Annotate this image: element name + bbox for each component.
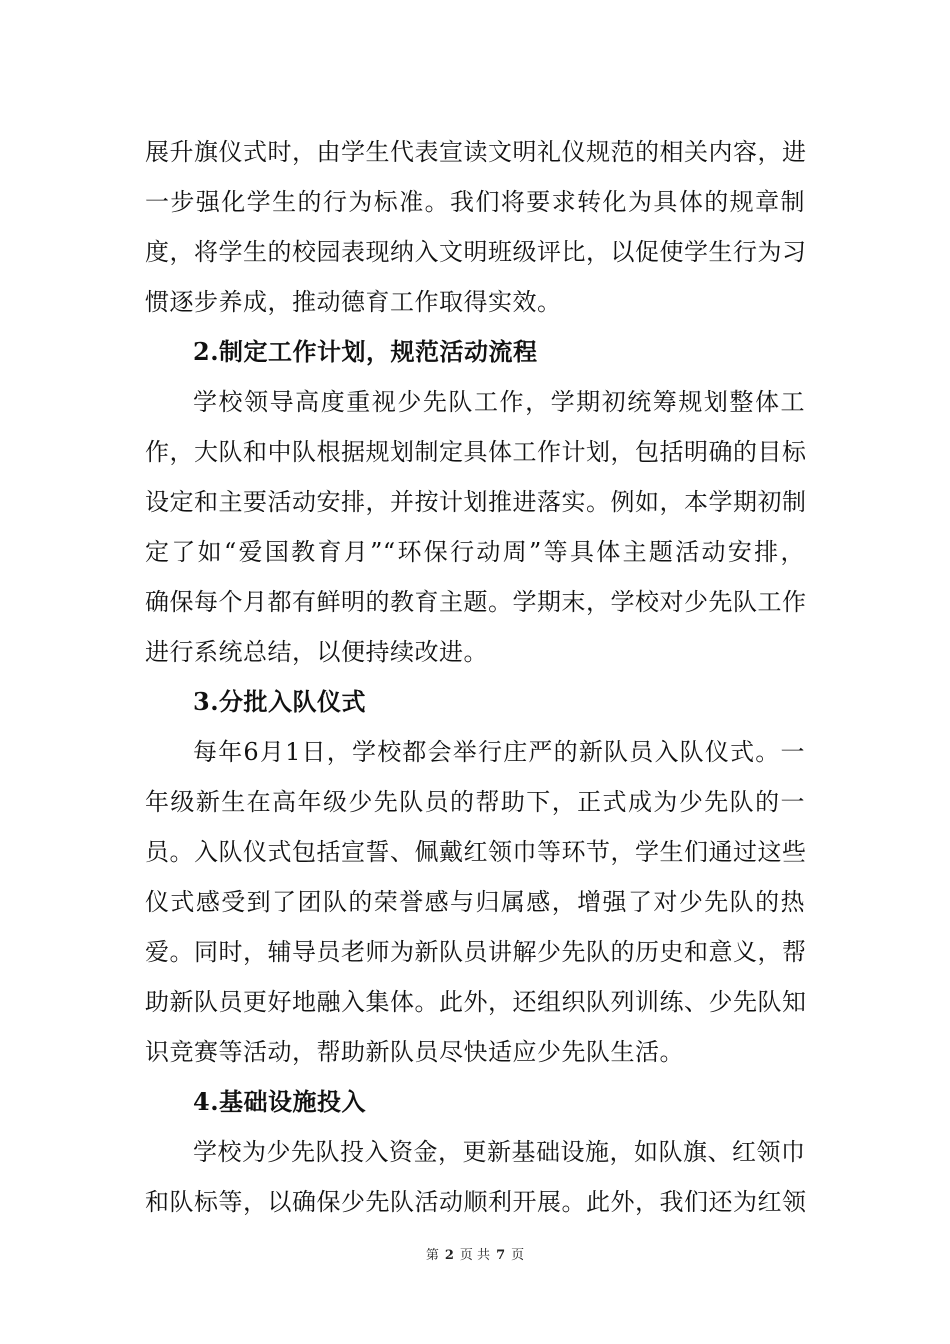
paragraph-3-line-4: 仪式感受到了团队的荣誉感与归属感，增强了对少先队的热	[145, 888, 805, 916]
section-heading-3: 3.分批入队仪式	[193, 687, 367, 716]
paragraph-1-line-3: 度，将学生的校园表现纳入文明班级评比，以促使学生行为习	[145, 238, 807, 266]
paragraph-3-line-6: 助新队员更好地融入集体。此外，还组织队列训练、少先队知	[145, 988, 807, 1016]
paragraph-3-line-3: 员。入队仪式包括宣誓、佩戴红领巾等环节，学生们通过这些	[145, 838, 807, 866]
footer-middle: 页 共	[459, 1248, 491, 1263]
paragraph-2-line-2: 作，大队和中队根据规划制定具体工作计划，包括明确的目标	[145, 438, 807, 466]
page-footer	[0, 1244, 950, 1263]
total-pages-number: 7	[496, 1248, 506, 1263]
section-heading-4: 4.基础设施投入	[193, 1087, 367, 1116]
paragraph-1-line-4: 惯逐步养成，推动德育工作取得实效。	[145, 288, 562, 316]
current-page-number: 2	[444, 1248, 454, 1263]
section-heading-2: 2.制定工作计划，规范活动流程	[193, 337, 538, 366]
paragraph-2-line-6: 进行系统总结，以便持续改进。	[145, 638, 488, 666]
paragraph-3-line-2: 年级新生在高年级少先队员的帮助下，正式成为少先队的一	[145, 788, 805, 816]
paragraph-3-line-5: 爱。同时，辅导员老师为新队员讲解少先队的历史和意义，帮	[145, 938, 807, 966]
paragraph-4-line-1: 学校为少先队投入资金，更新基础设施，如队旗、红领巾	[193, 1138, 806, 1166]
paragraph-2-line-1: 学校领导高度重视少先队工作，学期初统筹规划整体工	[193, 388, 805, 416]
paragraph-2-line-4: 定了如“爱国教育月”“环保行动周”等具体主题活动安排，	[145, 538, 805, 566]
footer-prefix: 第	[425, 1248, 439, 1263]
paragraph-1-line-2: 一步强化学生的行为标准。我们将要求转化为具体的规章制	[145, 188, 805, 216]
paragraph-2-line-5: 确保每个月都有鲜明的教育主题。学期末，学校对少先队工作	[145, 588, 807, 616]
paragraph-3-line-7: 识竞赛等活动，帮助新队员尽快适应少先队生活。	[145, 1038, 684, 1066]
paragraph-1-line-1: 展升旗仪式时，由学生代表宣读文明礼仪规范的相关内容，进	[145, 138, 807, 166]
paragraph-2-line-3: 设定和主要活动安排，并按计划推进落实。例如，本学期初制	[145, 488, 807, 516]
paragraph-4-line-2: 和队标等，以确保少先队活动顺利开展。此外，我们还为红领	[145, 1188, 807, 1216]
footer-suffix: 页	[511, 1248, 525, 1263]
paragraph-3-line-1: 每年6月1日，学校都会举行庄严的新队员入队仪式。一	[193, 738, 805, 766]
